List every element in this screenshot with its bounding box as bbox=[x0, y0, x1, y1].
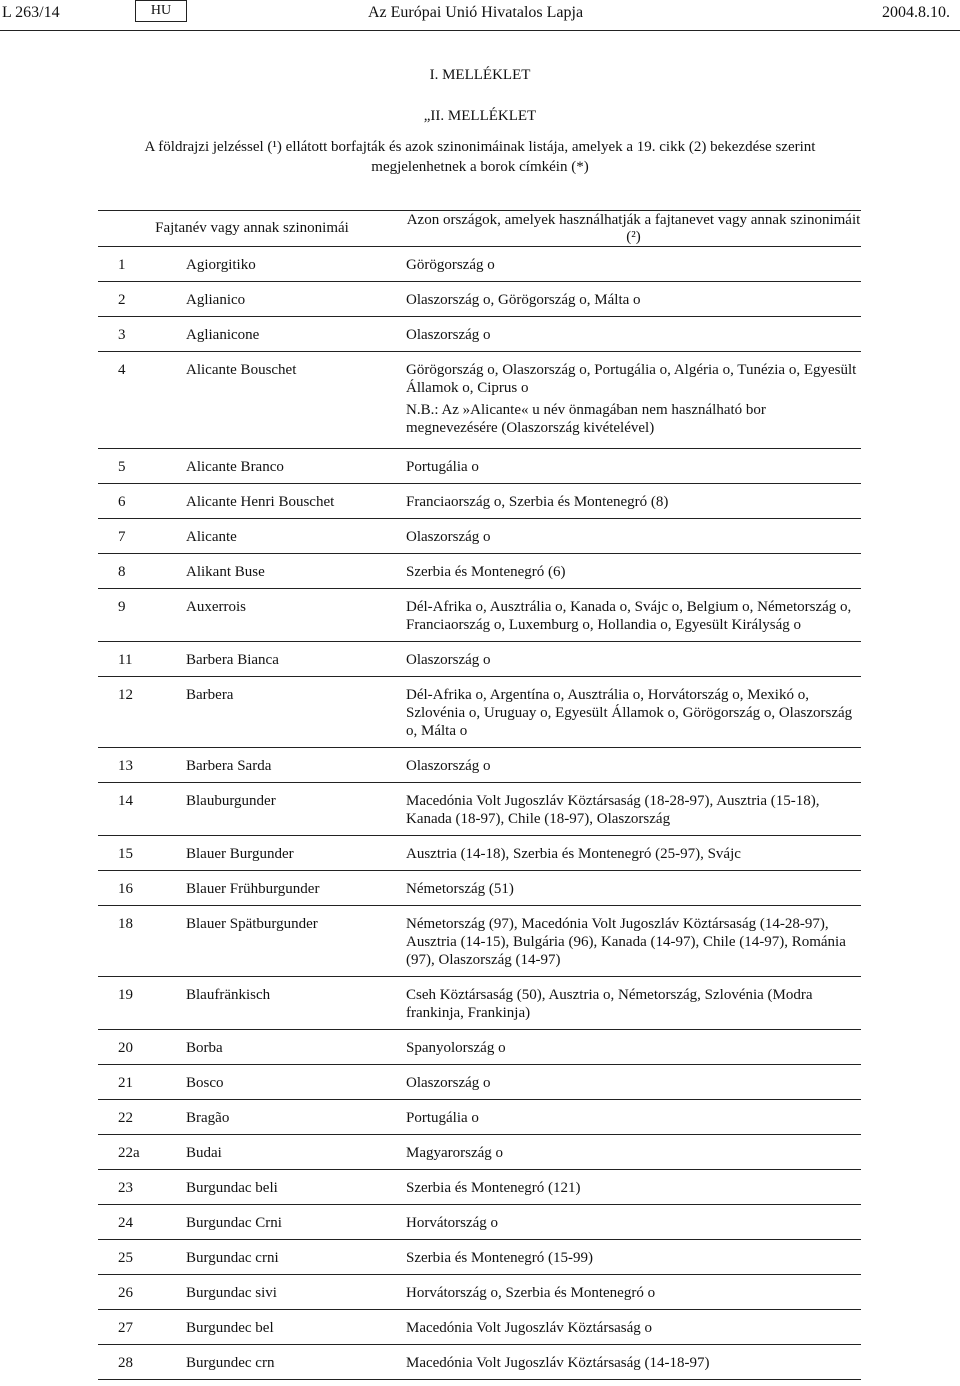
table-row bbox=[98, 1100, 861, 1135]
countries-text: Szerbia és Montenegró (121) bbox=[406, 1180, 581, 1196]
row-number: 23 bbox=[98, 1170, 186, 1205]
variety-name: Burgundac crni bbox=[186, 1240, 406, 1275]
row-number: 28 bbox=[98, 1345, 186, 1380]
countries-cell bbox=[406, 519, 861, 554]
countries-text: Spanyolország o bbox=[406, 1040, 506, 1056]
annex-heading-line1: A földrajzi jelzéssel (¹) ellátott borfajták és azok szinonimáinak listája, amelyek a 19. cikk (2) bekezdése szerint bbox=[144, 139, 816, 155]
grape-variety-table bbox=[98, 210, 861, 1380]
row-number: 25 bbox=[98, 1240, 186, 1275]
row-number: 9 bbox=[98, 589, 186, 642]
countries-text: Szerbia és Montenegró (6) bbox=[406, 564, 566, 580]
publication-date: 2004.8.10. bbox=[882, 4, 950, 21]
countries-text: Szerbia és Montenegró (15-99) bbox=[406, 1250, 594, 1266]
countries-text: Görögország o bbox=[406, 257, 495, 273]
countries-text: Horvátország o bbox=[406, 1215, 499, 1231]
row-number: 11 bbox=[98, 642, 186, 677]
row-number: 3 bbox=[98, 317, 186, 352]
countries-text: Görögország o, Olaszország o, Portugália o, Algéria o, Tunézia o, Egyesült Államok o, Ciprus o bbox=[406, 362, 857, 396]
countries-text: Macedónia Volt Jugoszláv Köztársaság (14-18-97) bbox=[406, 1355, 710, 1371]
countries-text: Franciaország o, Szerbia és Montenegró (8) bbox=[406, 494, 669, 510]
variety-name: Agiorgitiko bbox=[186, 247, 406, 282]
countries-cell bbox=[406, 677, 861, 748]
table-row bbox=[98, 836, 861, 871]
countries-cell bbox=[406, 783, 861, 836]
variety-name: Aglianicone bbox=[186, 317, 406, 352]
table-row bbox=[98, 642, 861, 677]
row-number: 22 bbox=[98, 1100, 186, 1135]
note-text: Az »Alicante« u név önmagában nem használható bor megnevezésére (Olaszország kivételével) bbox=[406, 402, 766, 436]
variety-name: Alicante Bouschet bbox=[186, 352, 406, 449]
table-row bbox=[98, 484, 861, 519]
table-row bbox=[98, 554, 861, 589]
variety-name: Aglianico bbox=[186, 282, 406, 317]
table-row bbox=[98, 977, 861, 1030]
column-header-variety: Fajtanév vagy annak szinonimái bbox=[98, 211, 406, 247]
row-number: 8 bbox=[98, 554, 186, 589]
countries-cell bbox=[406, 484, 861, 519]
row-number: 6 bbox=[98, 484, 186, 519]
row-number: 16 bbox=[98, 871, 186, 906]
countries-text: Olaszország o bbox=[406, 652, 491, 668]
countries-text: Portugália o bbox=[406, 459, 479, 475]
variety-name: Blaufränkisch bbox=[186, 977, 406, 1030]
row-number: 15 bbox=[98, 836, 186, 871]
page-header bbox=[0, 0, 960, 30]
countries-cell bbox=[406, 282, 861, 317]
countries-text: Németország (97), Macedónia Volt Jugoszláv Köztársaság (14-28-97), Ausztria (14-15), Bulgária (96), Kanada (14-97), Chile (14-97), Románia (97), Olaszország (14-97) bbox=[406, 916, 846, 968]
row-number: 21 bbox=[98, 1065, 186, 1100]
countries-text: Dél-Afrika o, Ausztrália o, Kanada o, Svájc o, Belgium o, Németország o, Franciaország o, Luxemburg o, Hollandia o, Egyesült Királyság o bbox=[406, 599, 852, 633]
annex-title: I. MELLÉKLET bbox=[429, 67, 531, 83]
variety-name: Barbera bbox=[186, 677, 406, 748]
table-row bbox=[98, 1030, 861, 1065]
note-label: N.B.: bbox=[406, 402, 442, 418]
variety-name: Burgundec bel bbox=[186, 1310, 406, 1345]
variety-name: Barbera Sarda bbox=[186, 748, 406, 783]
countries-cell bbox=[406, 1240, 861, 1275]
table-row bbox=[98, 282, 861, 317]
variety-name: Burgundac beli bbox=[186, 1170, 406, 1205]
countries-cell bbox=[406, 589, 861, 642]
countries-cell bbox=[406, 247, 861, 282]
countries-cell bbox=[406, 906, 861, 977]
table-row bbox=[98, 783, 861, 836]
variety-name: Burgundec crn bbox=[186, 1345, 406, 1380]
variety-name: Auxerrois bbox=[186, 589, 406, 642]
variety-name: Budai bbox=[186, 1135, 406, 1170]
row-number: 14 bbox=[98, 783, 186, 836]
row-note bbox=[406, 401, 861, 437]
table-row bbox=[98, 677, 861, 748]
row-number: 13 bbox=[98, 748, 186, 783]
countries-text: Cseh Köztársaság (50), Ausztria o, Németország, Szlovénia (Modra frankinja, Frankinja) bbox=[406, 987, 813, 1021]
table-row bbox=[98, 1240, 861, 1275]
countries-cell bbox=[406, 449, 861, 484]
variety-name: Alicante Henri Bouschet bbox=[186, 484, 406, 519]
table-row bbox=[98, 748, 861, 783]
table-body bbox=[98, 247, 861, 1380]
countries-text: Olaszország o bbox=[406, 327, 491, 343]
table-row bbox=[98, 317, 861, 352]
table-row bbox=[98, 247, 861, 282]
row-number: 24 bbox=[98, 1205, 186, 1240]
row-number: 7 bbox=[98, 519, 186, 554]
variety-name: Bragão bbox=[186, 1100, 406, 1135]
row-number: 12 bbox=[98, 677, 186, 748]
countries-cell bbox=[406, 871, 861, 906]
variety-name: Alicante Branco bbox=[186, 449, 406, 484]
countries-text: Olaszország o bbox=[406, 1075, 491, 1091]
table-header-row bbox=[98, 211, 861, 247]
countries-cell bbox=[406, 642, 861, 677]
table-row bbox=[98, 589, 861, 642]
table-row bbox=[98, 449, 861, 484]
row-number: 18 bbox=[98, 906, 186, 977]
table-row bbox=[98, 519, 861, 554]
row-number: 1 bbox=[98, 247, 186, 282]
table-row bbox=[98, 1275, 861, 1310]
row-number: 19 bbox=[98, 977, 186, 1030]
countries-text: Ausztria (14-18), Szerbia és Montenegró (25-97), Svájc bbox=[406, 846, 741, 862]
countries-cell bbox=[406, 1065, 861, 1100]
countries-text: Olaszország o bbox=[406, 758, 491, 774]
table-row bbox=[98, 1345, 861, 1380]
journal-title: Az Európai Unió Hivatalos Lapja bbox=[368, 4, 584, 21]
column-header-countries: Azon országok, amelyek használhatják a fajtanevet vagy annak szinonimáit (²) bbox=[406, 211, 861, 245]
countries-cell bbox=[406, 317, 861, 352]
variety-name: Blauer Frühburgunder bbox=[186, 871, 406, 906]
header-rule bbox=[0, 30, 960, 31]
countries-text: Macedónia Volt Jugoszláv Köztársaság (18-28-97), Ausztria (15-18), Kanada (18-97), Chile (18-97), Olaszország bbox=[406, 793, 820, 827]
row-number: 20 bbox=[98, 1030, 186, 1065]
row-number: 2 bbox=[98, 282, 186, 317]
countries-text: Macedónia Volt Jugoszláv Köztársaság o bbox=[406, 1320, 653, 1336]
row-number: 26 bbox=[98, 1275, 186, 1310]
variety-name: Burgundac sivi bbox=[186, 1275, 406, 1310]
table-row bbox=[98, 1170, 861, 1205]
table-row bbox=[98, 871, 861, 906]
variety-name: Alikant Buse bbox=[186, 554, 406, 589]
row-number: 5 bbox=[98, 449, 186, 484]
countries-cell bbox=[406, 1205, 861, 1240]
countries-cell bbox=[406, 1100, 861, 1135]
countries-text: Németország (51) bbox=[406, 881, 514, 897]
variety-name: Alicante bbox=[186, 519, 406, 554]
countries-cell bbox=[406, 1310, 861, 1345]
countries-cell bbox=[406, 352, 861, 449]
variety-name: Bosco bbox=[186, 1065, 406, 1100]
countries-cell bbox=[406, 1275, 861, 1310]
countries-text: Olaszország o bbox=[406, 529, 491, 545]
countries-cell bbox=[406, 1030, 861, 1065]
countries-cell bbox=[406, 836, 861, 871]
countries-text: Horvátország o, Szerbia és Montenegró o bbox=[406, 1285, 656, 1301]
page-number: L 263/14 bbox=[2, 4, 60, 21]
annex-heading-line2: megjelenhetnek a borok címkéin (*) bbox=[371, 159, 589, 175]
countries-cell bbox=[406, 748, 861, 783]
variety-name: Blauer Burgunder bbox=[186, 836, 406, 871]
table-row bbox=[98, 352, 861, 449]
countries-cell bbox=[406, 554, 861, 589]
countries-text: Portugália o bbox=[406, 1110, 479, 1126]
table-row bbox=[98, 1135, 861, 1170]
table-row bbox=[98, 1205, 861, 1240]
annex-subtitle: „II. MELLÉKLET bbox=[423, 108, 537, 124]
variety-name: Blauer Spätburgunder bbox=[186, 906, 406, 977]
table-row bbox=[98, 906, 861, 977]
countries-text: Olaszország o, Görögország o, Málta o bbox=[406, 292, 641, 308]
variety-name: Borba bbox=[186, 1030, 406, 1065]
variety-name: Blauburgunder bbox=[186, 783, 406, 836]
table-row bbox=[98, 1310, 861, 1345]
row-number: 4 bbox=[98, 352, 186, 449]
countries-text: Dél-Afrika o, Argentína o, Ausztrália o, Horvátország o, Mexikó o, Szlovénia o, Uruguay o, Egyesült Államok o, Görögország o, Olaszország o, Málta o bbox=[406, 687, 853, 739]
countries-cell bbox=[406, 977, 861, 1030]
row-number: 22a bbox=[98, 1135, 186, 1170]
countries-cell bbox=[406, 1345, 861, 1380]
variety-name: Burgundac Crni bbox=[186, 1205, 406, 1240]
countries-text: Magyarország o bbox=[406, 1145, 504, 1161]
countries-cell bbox=[406, 1135, 861, 1170]
row-number: 27 bbox=[98, 1310, 186, 1345]
variety-name: Barbera Bianca bbox=[186, 642, 406, 677]
language-badge: HU bbox=[135, 0, 187, 22]
countries-cell bbox=[406, 1170, 861, 1205]
table-row bbox=[98, 1065, 861, 1100]
